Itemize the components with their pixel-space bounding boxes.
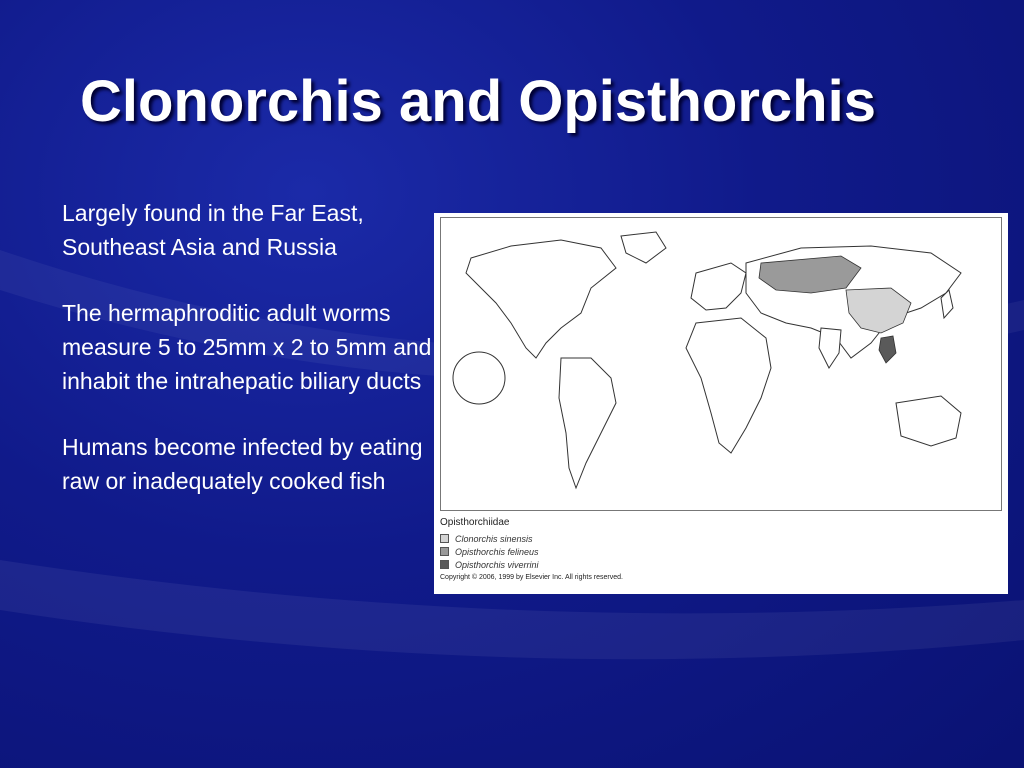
legend-item-felineus [440,545,1000,558]
legend-label: Opisthorchis felineus [455,546,539,557]
north-america-shape [466,240,616,358]
copyright-notice: Copyright © 2006, 1999 by Elsevier Inc. All rights reserved. [440,574,623,581]
south-america-shape [559,358,616,488]
legend-label: Opisthorchis viverrini [455,559,539,570]
legend-item-viverrini [440,558,1000,571]
bullet-distribution: Largely found in the Far East, Southeast Asia and Russia [62,200,364,260]
opisthorchis-viverrini-region [879,336,896,363]
hawaii-inset [453,352,505,404]
legend-label: Clonorchis sinensis [455,533,533,544]
greenland-shape [621,232,666,263]
distribution-map-figure [434,213,1008,594]
bullet-transmission: Humans become infected by eating raw or inadequately cooked fish [62,434,423,494]
legend-swatch [440,547,449,556]
world-map-drawing [441,218,1001,510]
europe-shape [691,263,746,310]
legend-item-clonorchis [440,532,1000,545]
slide-title: Clonorchis and Opisthorchis [80,69,876,134]
bullet-morphology: The hermaphroditic adult worms measure 5 to 25mm x 2 to 5mm and inhabit the intrahepatic biliary ducts [62,300,432,394]
map-legend [440,517,1000,581]
legend-swatch [440,534,449,543]
legend-title: Opisthorchiidae [440,517,510,528]
world-map [440,217,1002,511]
india-shape [819,328,841,368]
bullet-list [62,196,442,530]
australia-shape [896,396,961,446]
africa-shape [686,318,771,453]
legend-swatch [440,560,449,569]
opisthorchis-felineus-region [759,256,861,293]
